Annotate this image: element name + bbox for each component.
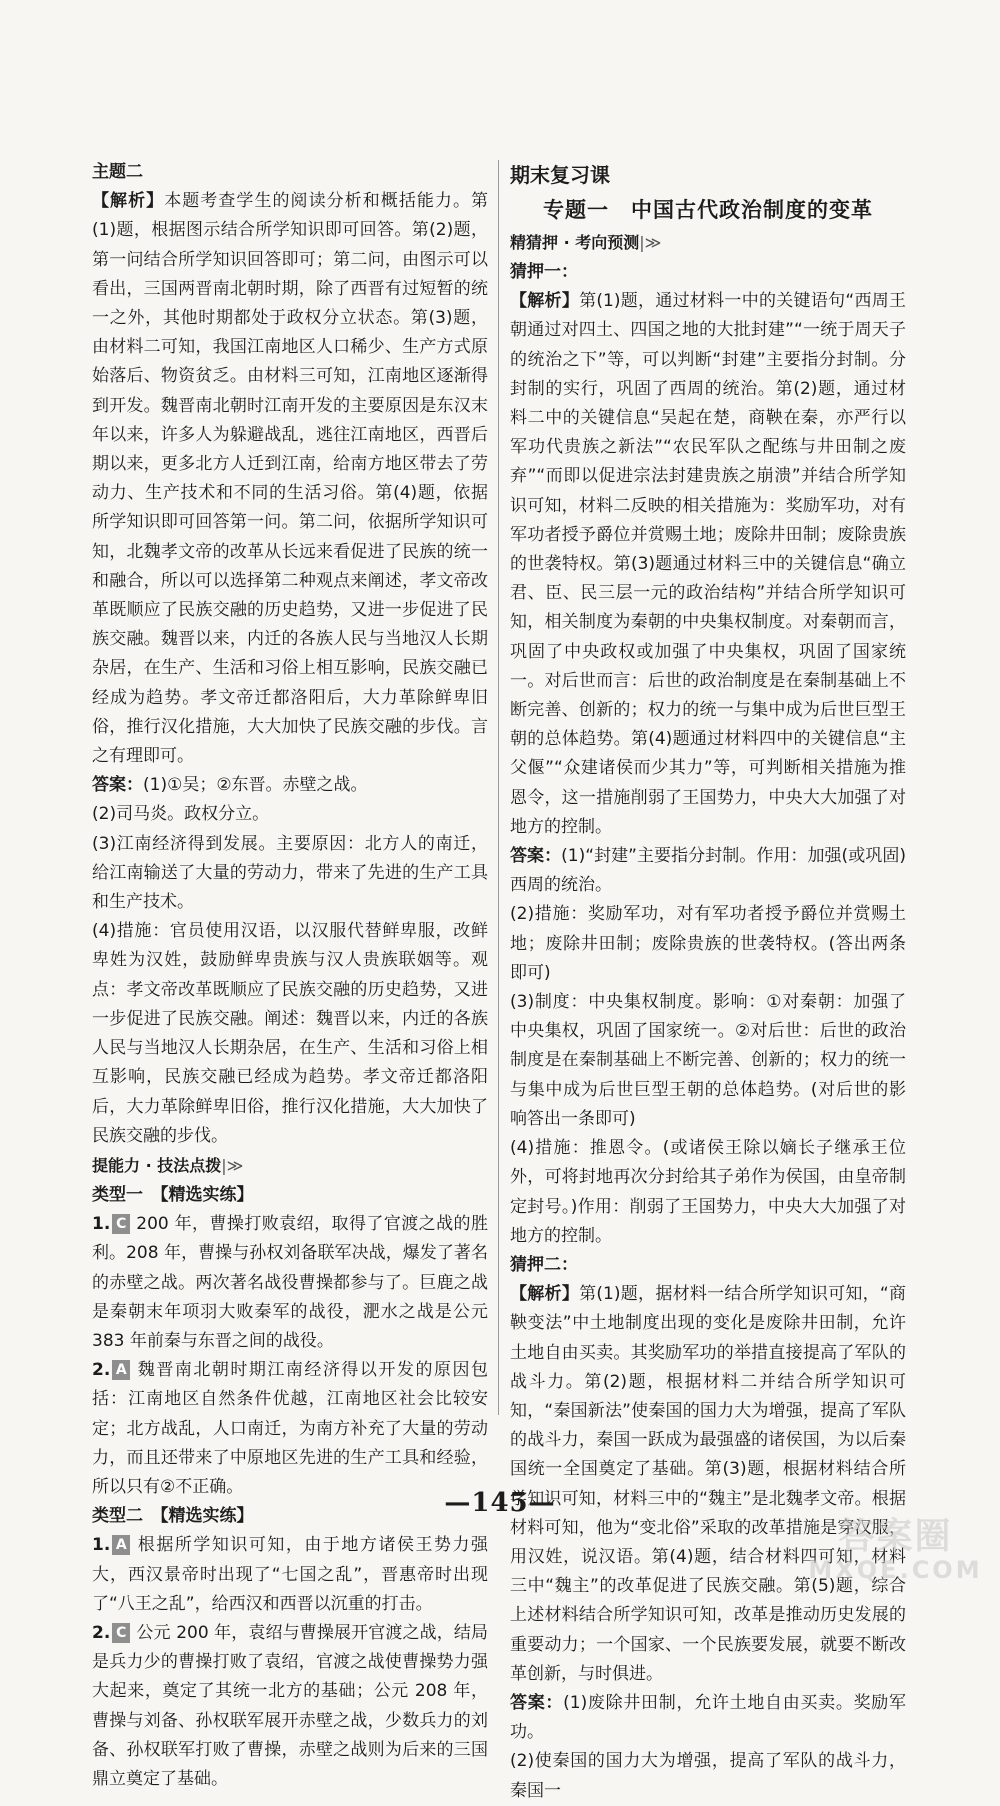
answer-line: (3)江南经济得到发展。主要原因：北方人的南迁，给江南输送了大量的劳动力，带来了先进的生产工具和生产技术。 (92, 833, 488, 913)
answer-text: (1)“封建”主要指分封制。作用：加强(或巩固)西周的统治。 (510, 846, 906, 896)
topic-heading: 主题二 (92, 162, 143, 182)
watermark-text: 答案圈 (838, 1516, 953, 1557)
question-number: 2. (92, 1622, 111, 1643)
answer-line: (3)制度：中央集权制度。影响：①对秦朝：加强了中央集权，巩固了国家统一。②对后世：后世的政治制度是在秦制基础上不断完善、创新的；权力的统一与集中成为后世巨型王朝的总体趋势。(对后世的影响答出一条即可) (510, 992, 906, 1129)
section-title: 提能力 · 技法点拨 (92, 1155, 222, 1175)
topic-title: 专题一 中国古代政治制度的变革 (543, 198, 873, 222)
section-heading-predict (510, 228, 906, 258)
analysis-text: 本题考查学生的阅读分析和概括能力。第(1)题，根据图示结合所学知识即可回答。第(2)题，第一问结合所学知识回答即可；第二问，由图示可以看出，三国两晋南北朝时期，除了西晋有过短暂的统一之外，其他时期都处于政权分立状态。第(3)题，由材料二可知，我国江南地区人口稀少、生产方式原始落后、物资贫乏。由材料三可知，江南地区逐渐得到开发。魏晋南北朝时江南开发的主要原因是东汉末年以来，许多人为躲避战乱，逃往江南地区，西晋后期以来，更多北方人迁到江南，给南方地区带去了劳动力、生产技术和不同的生活习俗。第(4)题，依据所学知识即可回答第一问。第二问，依据所学知识可知，北魏孝文帝的改革从长远来看促进了民族的统一和融合，所以可以选择第二种观点来阐述，孝文帝改革既顺应了民族交融的历史趋势，又进一步促进了民族交融。魏晋以来，内迁的各族人民与当地汉人长期杂居，在生产、生活和习俗上相互影响，民族交融已经成为趋势。孝文帝迁都洛阳后，大力革除鲜卑旧俗，推行汉化措施，大大加快了民族交融的步伐。言之有理即可。 (92, 191, 489, 767)
type-heading: 类型一 【精选实练】 (92, 1184, 254, 1205)
question-number: 1. (92, 1535, 111, 1556)
watermark-logo (803, 1508, 988, 1588)
answer-tag: 答案： (510, 1692, 564, 1713)
analysis-paragraph (510, 287, 906, 842)
question-text: 根据所学知识可知，由于地方诸侯王势力强大，西汉景帝时出现了“七国之乱”，晋惠帝时出现了“八王之乱”，给西汉和西晋以沉重的打击。 (92, 1535, 488, 1614)
answer-line (510, 1689, 906, 1747)
answer-text: (1)①吴；②东晋。赤壁之战。 (143, 775, 368, 796)
section-arrow-icon: |≫ (221, 1155, 244, 1175)
section-arrow-icon: |≫ (639, 233, 662, 252)
guess-heading: 猜押二： (510, 1254, 578, 1275)
choice-badge: A (112, 1535, 130, 1555)
analysis-tag: 【解析】 (510, 291, 580, 312)
answer-line (92, 771, 488, 800)
question-item (92, 1356, 488, 1502)
section-title: 精猜押 · 考向预测 (510, 233, 640, 252)
answer-line: (2)措施：奖励军功，对有军功者授予爵位并赏赐土地；废除井田制；废除贵族的世袭特权。(答出两条即可) (510, 904, 906, 983)
question-item (92, 1619, 488, 1794)
analysis-paragraph (92, 187, 488, 771)
question-item (92, 1531, 488, 1619)
question-text: 魏晋南北朝时期江南经济得以开发的原因包括：江南地区自然条件优越，江南地区社会比较安定；北方战乱，人口南迁，为南方补充了大量的劳动力，而且还带来了中原地区先进的生产工具和经验，所以只有②不正确。 (92, 1360, 488, 1497)
analysis-tag: 【解析】 (92, 191, 165, 212)
choice-badge: C (112, 1623, 130, 1643)
answer-text: (1)废除井田制，允许土地自由买卖。奖励军功。 (510, 1692, 906, 1743)
column-divider (498, 160, 499, 1415)
question-item (92, 1210, 488, 1356)
question-text: 公元 200 年，袁绍与曹操展开官渡之战，结局是兵力少的曹操打败了袁绍，官渡之战使曹操势力强大起来，奠定了其统一北方的基础；公元 208 年，曹操与刘备、孙权联军展开赤壁之战，少数兵力的刘备、孙权联军打败了曹操，赤壁之战则为后来的三国鼎立奠定了基础。 (92, 1622, 488, 1789)
answer-line (510, 842, 906, 900)
review-title: 期末复习课 (510, 163, 610, 187)
section-heading-skills (92, 1151, 488, 1181)
question-number: 1. (92, 1214, 111, 1235)
type-heading: 类型二 【精选实练】 (92, 1506, 254, 1527)
analysis-text: 第(1)题，通过材料一中的关键语句“西周王朝通过对四土、四国之地的大批封建”“一统于周天子的统治之下”等，可以判断“封建”主要指分封制。分封制的实行，巩固了西周的统治。第(2)题，通过材料二中的关键信息“吴起在楚，商鞅在秦，亦严行以军功代贵族之新法”“农民军队之配练与井田制之废弃”“而即以促进宗法封建贵族之崩溃”并结合所学知识可知，材料二反映的相关措施为：奖励军功，对有军功者授予爵位并赏赐土地；废除井田制；废除贵族的世袭特权。第(3)题通过材料三中的关键信息“确立君、臣、民三层一元的政治结构”并结合所学知识可知，相关制度为秦朝的中央集权制度。对秦朝而言，巩固了中央政权或加强了中央集权，巩固了国家统一。对后世而言：后世的政治制度是在秦制基础上不断完善、创新的；权力的统一与集中成为后世巨型王朝的总体趋势。第(4)题通过材料四中的关键信息“主父偃”“众建诸侯而少其力”等，可判断相关措施为推恩令，这一措施削弱了王国势力，中央大大加强了对地方的控制。 (510, 291, 907, 837)
watermark-url: MXQE.COM (808, 1556, 983, 1584)
answer-tag: 答案： (510, 846, 562, 867)
choice-badge: A (112, 1360, 130, 1380)
answer-line: (2)司马炎。政权分立。 (92, 804, 270, 825)
page-number: —145— (444, 1488, 556, 1518)
analysis-tag: 【解析】 (510, 1284, 580, 1305)
analysis-text: 第(1)题，据材料一结合所学知识可知，“商鞅变法”中土地制度出现的变化是废除井田制，允许土地自由买卖。其奖励军功的举措直接提高了军队的战斗力。第(2)题，根据材料二并结合所学知识可知，“秦国新法”使秦国的国力大为增强，提高了军队的战斗力，秦国一跃成为最强盛的诸侯国，为以后秦国统一全国奠定了基础。第(3)题，根据材料结合所学知识可知，材料三中的“魏主”是北魏孝文帝。根据材料可知，他为“变北俗”采取的改革措施是穿汉服，用汉姓，说汉语。第(4)题，结合材料四可知，材料三中“魏主”的改革促进了民族交融。第(5)题，综合上述材料结合所学知识可知，改革是推动历史发展的重要动力；一个国家、一个民族要发展，就要不断改革创新，与时俱进。 (510, 1284, 907, 1684)
guess-heading: 猜押一： (510, 262, 578, 282)
answer-line: (2)使秦国的国力大为增强，提高了军队的战斗力，秦国一 (510, 1751, 906, 1801)
answer-tag: 答案： (92, 775, 143, 796)
answer-line: (4)措施：官员使用汉语，以汉服代替鲜卑服，改鲜卑姓为汉姓，鼓励鲜卑贵族与汉人贵族联姻等。观点：孝文帝改革既顺应了民族交融的历史趋势，又进一步促进了民族交融。阐述：魏晋以来，内迁的各族人民与当地汉人长期杂居，在生产、生活和习俗上相互影响，民族交融已经成为趋势。孝文帝迁都洛阳后，大力革除鲜卑旧俗，推行汉化措施，大大加快了民族交融的步伐。 (92, 921, 488, 1146)
left-column (92, 158, 488, 1794)
choice-badge: C (112, 1214, 130, 1234)
question-number: 2. (92, 1360, 111, 1381)
question-text: 200 年，曹操打败袁绍，取得了官渡之战的胜利。208 年，曹操与孙权刘备联军决战，爆发了著名的赤壁之战。两次著名战役曹操都参与了。巨鹿之战是秦朝末年项羽大败秦军的战役，淝水之战是公元 383 年前秦与东晋之间的战役。 (92, 1214, 488, 1351)
answer-line: (4)措施：推恩令。(或诸侯王除以嫡长子继承王位外，可将封地再次分封给其子弟作为侯国，由皇帝制定封号。)作用：削弱了王国势力，中央大大加强了对地方的控制。 (510, 1138, 906, 1246)
analysis-paragraph (510, 1280, 906, 1689)
